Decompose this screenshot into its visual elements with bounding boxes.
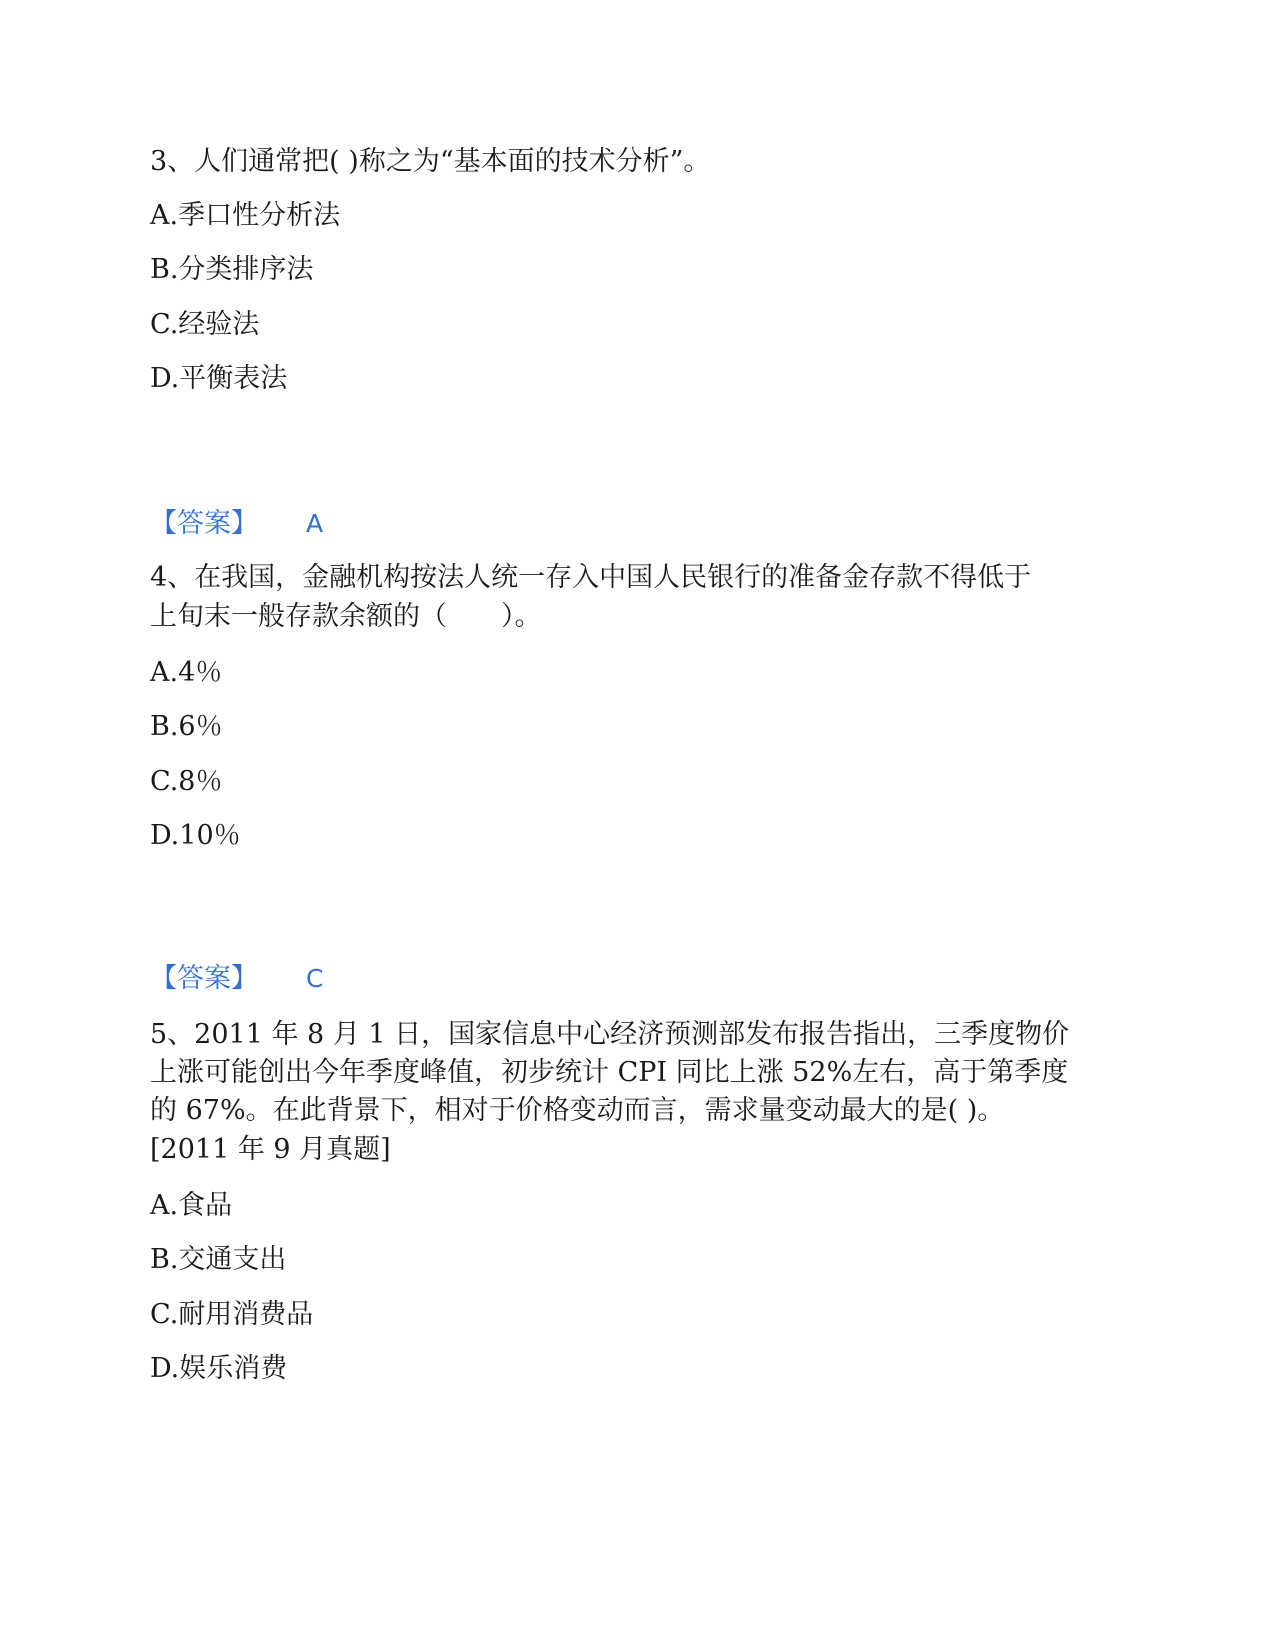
question-3-stem: 3、人们通常把( )称之为“基本面的技术分析”。 bbox=[150, 146, 711, 177]
question-5-stem-line-1: 5、2011 年 8 月 1 日，国家信息中心经济预测部发布报告指出，三季度物价 bbox=[150, 1019, 1070, 1050]
question-5-option-c: C.耐用消费品 bbox=[150, 1299, 314, 1330]
question-5-option-a: A.食品 bbox=[150, 1190, 233, 1221]
question-4-answer bbox=[150, 959, 323, 999]
question-3-answer bbox=[150, 504, 323, 544]
question-5-stem-line-3: 的 67%。在此背景下，相对于价格变动而言，需求量变动最大的是( )。 bbox=[150, 1095, 1005, 1126]
answer-label: 【答案】 bbox=[150, 508, 258, 539]
answer-value: C bbox=[306, 964, 324, 993]
question-4-option-d: D.10％ bbox=[150, 820, 241, 851]
question-3-option-c: C.经验法 bbox=[150, 309, 260, 340]
question-5-stem-line-2: 上涨可能创出今年季度峰值，初步统计 CPI 同比上涨 52%左右，高于第季度 bbox=[150, 1057, 1069, 1088]
question-4-stem-line-1: 4、在我国，金融机构按法人统一存入中国人民银行的准备金存款不得低于 bbox=[150, 562, 1032, 593]
question-3-option-b: B.分类排序法 bbox=[150, 254, 314, 285]
question-4-option-a: A.4％ bbox=[150, 657, 223, 688]
answer-label: 【答案】 bbox=[150, 963, 258, 994]
question-4-stem-line-2: 上旬末一般存款余额的（ ）。 bbox=[150, 601, 542, 632]
question-4-option-b: B.6％ bbox=[150, 711, 223, 742]
question-3-option-d: D.平衡表法 bbox=[150, 363, 288, 394]
question-4-option-c: C.8％ bbox=[150, 766, 223, 797]
question-5-option-b: B.交通支出 bbox=[150, 1244, 287, 1275]
answer-value: A bbox=[306, 509, 324, 538]
question-5-option-d: D.娱乐消费 bbox=[150, 1353, 288, 1384]
question-3-option-a: A.季口性分析法 bbox=[150, 200, 341, 231]
question-5-stem-line-4: [2011 年 9 月真题] bbox=[150, 1134, 391, 1165]
